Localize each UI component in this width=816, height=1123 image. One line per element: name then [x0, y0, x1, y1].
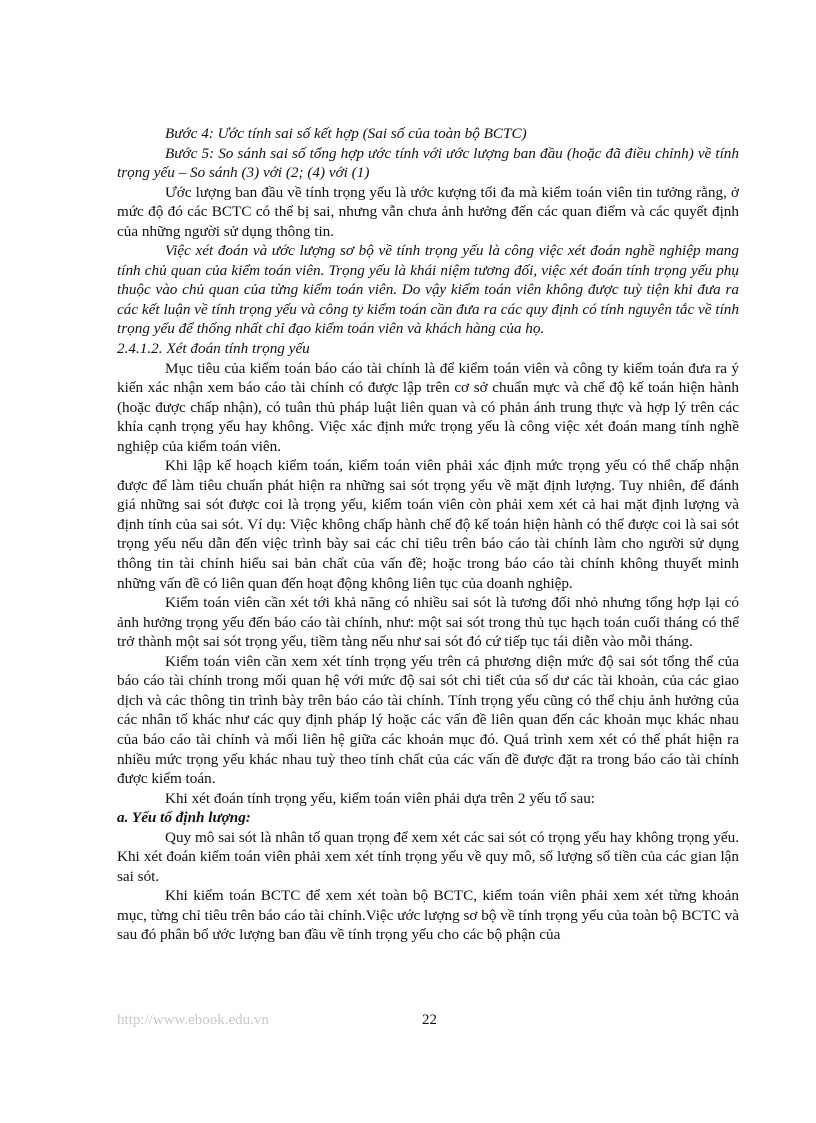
body-paragraph: Kiểm toán viên cần xét tới khả năng có nhiều sai sót là tương đối nhỏ nhưng tổng hợp lại có ảnh hưởng trọng yếu đến báo cáo tài chính, như: một sai sót trong thủ tục hạch toán cuối tháng có thể trở thành một sai sót trọng yếu, tiềm tàng nếu như sai sót đó cứ tiếp tục tái diễn vào mỗi tháng.	[117, 594, 739, 651]
body-paragraph: Quy mô sai sót là nhân tố quan trọng để xem xét các sai sót có trọng yếu hay không trọng yếu. Khi xét đoán kiểm toán viên phải xem xét tính trọng yếu về quy mô, số lượng số tiền của các gian lận sai sót.	[117, 828, 739, 885]
body-paragraph: Ước lượng ban đầu về tính trọng yếu là ước kượng tối đa mà kiểm toán viên tin tưởng rằng, ở mức độ đó các BCTC có thể bị sai, nhưng vẫn chưa ảnh hưởng đến các quan điểm và các quyết định của những người sử dụng thông tin.	[117, 183, 739, 240]
body-paragraph: Mục tiêu của kiểm toán báo cáo tài chính là để kiểm toán viên và công ty kiểm toán đưa ra ý kiến xác nhận xem báo cáo tài chính có được lập trên cơ sở chuẩn mực và chế độ kế toán hiện hành (hoặc được chấp nhận), có tuân thủ pháp luật liên quan và có phản ánh trung thực và hợp lý trên các khía cạnh trọng yếu hay không. Việc xác định mức trọng yếu là công việc xét đoán mang tính nghề nghiệp của kiểm toán viên.	[117, 359, 739, 455]
body-paragraph: Khi lập kế hoạch kiểm toán, kiểm toán viên phải xác định mức trọng yếu có thể chấp nhận được để làm tiêu chuẩn phát hiện ra những sai sót trọng yếu về mặt định lượng. Tuy nhiên, để đánh giá những sai sót được coi là trọng yếu, kiểm toán viên còn phải xem xét cả hai mặt định lượng và định tính của sai sót. Ví dụ: Việc không chấp hành chế độ kế toán hiện hành có thể được coi là sai sót trọng yếu nếu dẫn đến việc trình bày sai các chỉ tiêu trên báo cáo tài chính làm cho người sử dụng thông tin tài chính hiểu sai bản chất của vấn đề; hoặc trong báo cáo tài chính không thuyết minh những vấn đề có liên quan đến hoạt động không liên tục của doanh nghiệp.	[117, 457, 739, 592]
step-5-paragraph: Bước 5: So sánh sai số tổng hợp ước tính với ước lượng ban đầu (hoặc đã điều chỉnh) về tính trọng yếu – So sánh (3) với (2; (4) với (1)	[117, 144, 739, 182]
footer-url: http://www.ebook.edu.vn	[117, 1012, 269, 1028]
subsection-heading: a. Yếu tố định lượng:	[117, 809, 251, 827]
body-paragraph: Khi xét đoán tính trọng yếu, kiểm toán viên phải dựa trên 2 yếu tố sau:	[165, 789, 596, 807]
document-body	[117, 124, 739, 945]
page-number: 22	[422, 1012, 437, 1028]
body-paragraph: Kiểm toán viên cần xem xét tính trọng yếu trên cả phương diện mức độ sai sót tổng thể của báo cáo tài chính trong mối quan hệ với mức độ sai sót chi tiết của số dư các tài khoản, của các giao dịch và các thông tin trình bày trên báo cáo tài chính. Tính trọng yếu cũng có thể chịu ảnh hưởng của các nhân tố khác như các quy định pháp lý hoặc các vấn đề liên quan đến các khoản mục khác nhau của báo cáo tài chính và mối liên hệ giữa các khoản mục đó. Quá trình xem xét có thể phát hiện ra nhiều mức trọng yếu khác nhau tuỳ theo tính chất của các vấn đề được đặt ra trong báo cáo tài chính được kiểm toán.	[117, 652, 739, 788]
body-paragraph: Khi kiểm toán BCTC để xem xét toàn bộ BCTC, kiểm toán viên phải xem xét từng khoản mục, từng chỉ tiêu trên báo cáo tài chính.Việc ước lượng sơ bộ về tính trọng yếu của toàn bộ BCTC và sau đó phân bổ ước lượng ban đầu về tính trọng yếu cho các bộ phận của	[117, 887, 739, 944]
section-heading: 2.4.1.2. Xét đoán tính trọng yếu	[117, 340, 310, 358]
page-footer	[117, 1012, 739, 1032]
italic-body-paragraph: Việc xét đoán và ước lượng sơ bộ về tính trọng yếu là công việc xét đoán nghề nghiệp mang tính chủ quan của kiểm toán viên. Trọng yếu là khái niệm tương đối, việc xét đoán tính trọng yếu phụ thuộc vào chủ quan của từng kiểm toán viên. Do vậy kiểm toán viên không được tuỳ tiện khi đưa ra các kết luận về tính trọng yếu và công ty kiểm toán cần đưa ra các quy định có tính nguyên tắc về tính trọng yếu để thống nhất chỉ đạo kiểm toán viên và khách hàng của họ.	[117, 242, 739, 338]
step-4-paragraph: Bước 4: Ước tính sai số kết hợp (Sai số của toàn bộ BCTC)	[165, 125, 527, 142]
